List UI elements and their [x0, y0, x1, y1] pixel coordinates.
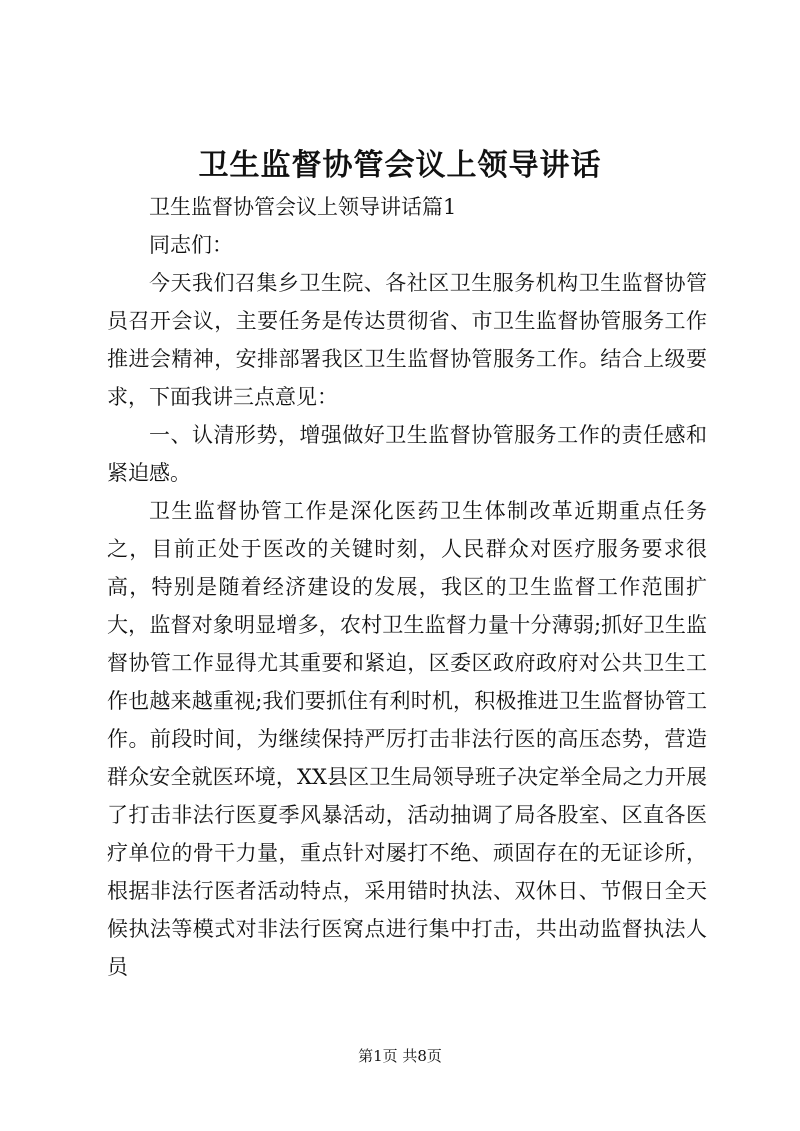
- section-heading: 卫生监督协管会议上领导讲话篇1: [149, 195, 457, 219]
- page-footer: 第1页 共8页: [358, 1047, 442, 1065]
- paragraph: 卫生监督协管工作是深化医药卫生体制改革近期重点任务之，目前正处于医改的关键时刻，人民群众对医疗服务要求很高，特别是随着经济建设的发展，我区的卫生监督工作范围扩大，监督对象明显增多，农村卫生监督力量十分薄弱;抓好卫生监督协管工作显得尤其重要和紧迫，区委区政府政府对公共卫生工作也越来越重视;我们要抓住有利时机，积极推进卫生监督协管工作。前段时间，为继续保持严厉打击非法行医的高压态势，营造群众安全就医环境，XX县区卫生局领导班子决定举全局之力开展了打击非法行医夏季风暴活动，活动抽调了局各股室、区直各医疗单位的骨干力量，重点针对屡打不绝、顽固存在的无证诊所，根据非法行医者活动特点，采用错时执法、双休日、节假日全天候执法等模式对非法行医窝点进行集中打击，共出动监督执法人员: [107, 499, 707, 979]
- salutation: 同志们：: [149, 233, 233, 257]
- document-body: [107, 188, 707, 986]
- paragraph: 一、认清形势，增强做好卫生监督协管服务工作的责任感和紧迫感。: [107, 423, 707, 485]
- document-title: 卫生监督协管会议上领导讲话: [198, 148, 602, 183]
- paragraph: 今天我们召集乡卫生院、各社区卫生服务机构卫生监督协管员召开会议，主要任务是传达贯彻省、市卫生监督协管服务工作推进会精神，安排部署我区卫生监督协管服务工作。结合上级要求，下面我讲三点意见：: [107, 271, 707, 409]
